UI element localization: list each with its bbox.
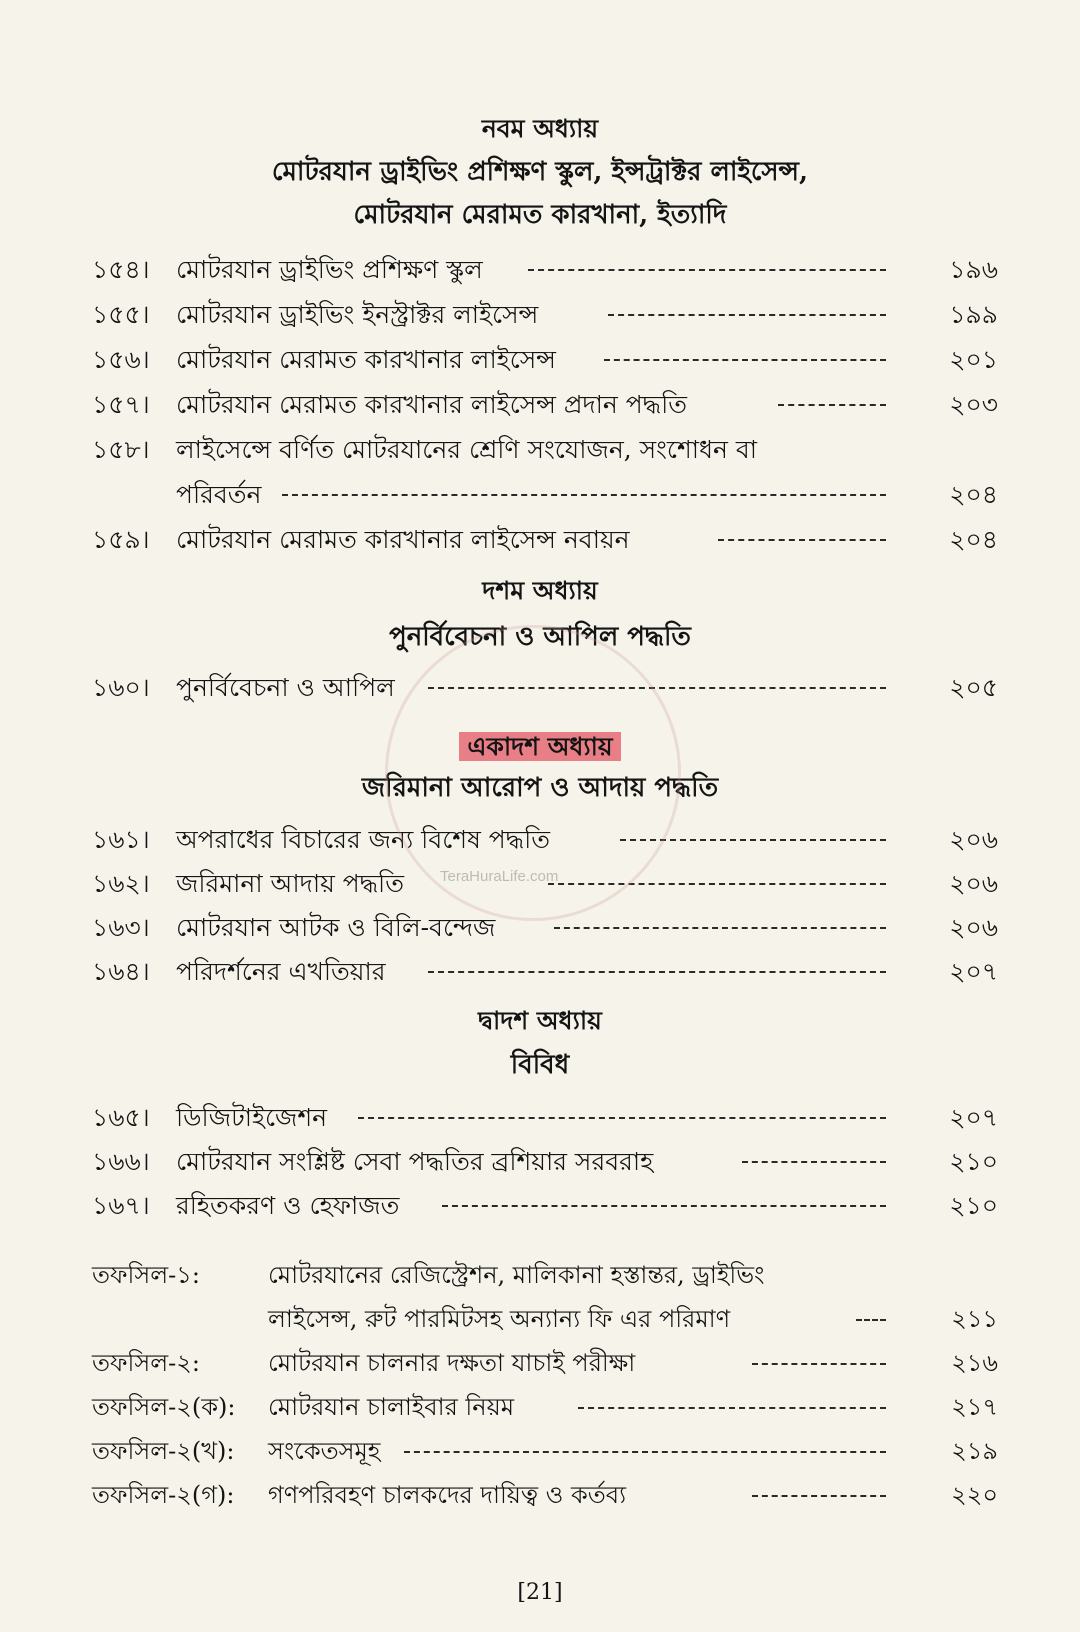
chapter-11-heading bbox=[0, 730, 1080, 764]
leader-dots bbox=[578, 1407, 886, 1409]
page-number: ২০৪ bbox=[949, 480, 998, 509]
page-number: ২০৬ bbox=[949, 825, 998, 854]
leader-dots bbox=[620, 839, 886, 841]
section-title: লাইসেন্সে বর্ণিত মোটরযানের শ্রেণি সংযোজন, সংশোধন বা bbox=[176, 435, 758, 464]
page-number: ২২০ bbox=[951, 1481, 998, 1509]
leader-dots bbox=[752, 1363, 886, 1365]
leader-dots bbox=[442, 1205, 886, 1207]
schedule-label: তফসিল-২(ক): bbox=[92, 1393, 236, 1421]
schedule-label: তফসিল-১: bbox=[92, 1261, 200, 1289]
toc-entry bbox=[92, 1142, 998, 1182]
section-number: ১৬৪। bbox=[92, 957, 150, 986]
leader-dots bbox=[282, 494, 886, 496]
page-number: ২০৭ bbox=[949, 957, 998, 986]
chapter-11-title: জরিমানা আরোপ ও আদায় পদ্ধতি bbox=[361, 773, 719, 803]
schedule-label: তফসিল-২(খ): bbox=[92, 1437, 235, 1465]
section-title: রহিতকরণ ও হেফাজত bbox=[176, 1191, 400, 1220]
leader-dots bbox=[548, 883, 886, 885]
leader-dots bbox=[742, 1161, 886, 1163]
page-number: ২০৫ bbox=[949, 673, 998, 702]
section-number: ১৫৭। bbox=[92, 390, 150, 419]
chapter-9-title-line1: মোটরযান ড্রাইভিং প্রশিক্ষণ স্কুল, ইন্সট্রাক্টর লাইসেন্স, bbox=[271, 157, 809, 187]
schedule-label: তফসিল-২(গ): bbox=[92, 1481, 235, 1509]
section-number: ১৬১। bbox=[92, 825, 150, 854]
page-number-footer: [21] bbox=[517, 1580, 563, 1605]
section-title: মোটরযান মেরামত কারখানার লাইসেন্স bbox=[176, 345, 556, 374]
schedule-title: মোটরযানের রেজিস্ট্রেশন, মালিকানা হস্তান্তর, ড্রাইভিং bbox=[268, 1261, 765, 1289]
section-number: ১৫৫। bbox=[92, 300, 150, 329]
schedule-title: গণপরিবহণ চালকদের দায়িত্ব ও কর্তব্য bbox=[268, 1481, 627, 1509]
section-title: পুনর্বিবেচনা ও আপিল bbox=[176, 673, 395, 702]
section-title: মোটরযান ড্রাইভিং প্রশিক্ষণ স্কুল bbox=[176, 255, 483, 284]
leader-dots bbox=[856, 1319, 886, 1321]
section-title-continued: পরিবর্তন bbox=[176, 480, 262, 509]
leader-dots bbox=[528, 269, 886, 271]
leader-dots bbox=[718, 539, 886, 541]
page-number: ২০৪ bbox=[949, 525, 998, 554]
leader-dots bbox=[554, 927, 886, 929]
page-number: ২০৬ bbox=[949, 869, 998, 898]
section-number: ১৬৬। bbox=[92, 1147, 150, 1176]
schedule-entry bbox=[92, 1475, 998, 1515]
page-number: ২১৯ bbox=[951, 1437, 998, 1465]
schedule-entry bbox=[92, 1431, 998, 1471]
toc-entry bbox=[92, 908, 998, 948]
page-number: ২১০ bbox=[949, 1147, 998, 1176]
schedule-entry bbox=[92, 1343, 998, 1383]
section-number: ১৫৬। bbox=[92, 345, 150, 374]
leader-dots bbox=[778, 404, 886, 406]
schedule-entry bbox=[92, 1255, 998, 1295]
toc-entry bbox=[92, 1098, 998, 1138]
page-number: ২০১ bbox=[949, 345, 998, 374]
page-number: ২১০ bbox=[949, 1191, 998, 1220]
toc-entry bbox=[92, 952, 998, 992]
chapter-10-title: পুনর্বিবেচনা ও আপিল পদ্ধতি bbox=[389, 622, 691, 652]
schedule-title: মোটরযান চালাইবার নিয়ম bbox=[268, 1393, 515, 1421]
page-number: ২০৩ bbox=[949, 390, 998, 419]
chapter-11-heading-text: একাদশ অধ্যায় bbox=[459, 732, 620, 761]
schedule-label: তফসিল-২: bbox=[92, 1349, 200, 1377]
toc-entry bbox=[92, 520, 998, 560]
schedule-entry-continuation bbox=[92, 1299, 998, 1339]
page-number: ২০৭ bbox=[949, 1103, 998, 1132]
chapter-9-heading: নবম অধ্যায় bbox=[481, 114, 599, 143]
section-number: ১৫৯। bbox=[92, 525, 150, 554]
toc-entry bbox=[92, 820, 998, 860]
schedule-title: মোটরযান চালনার দক্ষতা যাচাই পরীক্ষা bbox=[268, 1349, 636, 1377]
schedule-entry bbox=[92, 1387, 998, 1427]
watermark-text: TeraHuraLife.com bbox=[440, 868, 559, 885]
leader-dots bbox=[428, 687, 886, 689]
leader-dots bbox=[608, 314, 886, 316]
section-number: ১৬৩। bbox=[92, 913, 150, 942]
section-title: মোটরযান মেরামত কারখানার লাইসেন্স প্রদান পদ্ধতি bbox=[176, 390, 687, 419]
toc-entry bbox=[92, 668, 998, 708]
leader-dots bbox=[604, 359, 886, 361]
section-title: মোটরযান সংশ্লিষ্ট সেবা পদ্ধতির ব্রশিয়ার সরবরাহ bbox=[176, 1147, 654, 1176]
section-number: ১৬২। bbox=[92, 869, 150, 898]
page-number: ২১১ bbox=[951, 1305, 998, 1333]
section-title: মোটরযান আটক ও বিলি-বন্দেজ bbox=[176, 913, 496, 942]
section-title: পরিদর্শনের এখতিয়ার bbox=[176, 957, 386, 986]
page-number: ২১৬ bbox=[951, 1349, 998, 1377]
section-number: ১৫৮। bbox=[92, 435, 150, 464]
toc-entry bbox=[92, 430, 998, 470]
page-number: ২১৭ bbox=[951, 1393, 998, 1421]
toc-entry bbox=[92, 295, 998, 335]
toc-entry bbox=[92, 250, 998, 290]
section-title: মোটরযান ড্রাইভিং ইনস্ট্রাক্টর লাইসেন্স bbox=[176, 300, 539, 329]
leader-dots bbox=[752, 1495, 886, 1497]
section-title: অপরাধের বিচারের জন্য বিশেষ পদ্ধতি bbox=[176, 825, 551, 854]
page-number: ১৯৯ bbox=[949, 300, 998, 329]
section-number: ১৬০। bbox=[92, 673, 150, 702]
page-number: ২০৬ bbox=[949, 913, 998, 942]
toc-entry bbox=[92, 340, 998, 380]
schedule-title-continued: লাইসেন্স, রুট পারমিটসহ অন্যান্য ফি এর পরিমাণ bbox=[268, 1305, 731, 1333]
chapter-9-title-line2: মোটরযান মেরামত কারখানা, ইত্যাদি bbox=[353, 200, 727, 230]
chapter-12-heading: দ্বাদশ অধ্যায় bbox=[478, 1006, 602, 1035]
page-number: ১৯৬ bbox=[949, 255, 998, 284]
section-title: মোটরযান মেরামত কারখানার লাইসেন্স নবায়ন bbox=[176, 525, 630, 554]
toc-entry bbox=[92, 1186, 998, 1226]
chapter-10-heading: দশম অধ্যায় bbox=[482, 576, 598, 605]
section-number: ১৬৭। bbox=[92, 1191, 150, 1220]
leader-dots bbox=[404, 1451, 886, 1453]
toc-entry bbox=[92, 385, 998, 425]
leader-dots bbox=[358, 1117, 886, 1119]
schedule-title: সংকেতসমূহ bbox=[268, 1437, 381, 1465]
section-title: জরিমানা আদায় পদ্ধতি bbox=[176, 869, 404, 898]
section-number: ১৬৫। bbox=[92, 1103, 150, 1132]
chapter-12-title: বিবিধ bbox=[510, 1050, 570, 1080]
section-title: ডিজিটাইজেশন bbox=[176, 1103, 328, 1132]
section-number: ১৫৪। bbox=[92, 255, 150, 284]
toc-entry-continuation bbox=[92, 475, 998, 515]
leader-dots bbox=[428, 971, 886, 973]
